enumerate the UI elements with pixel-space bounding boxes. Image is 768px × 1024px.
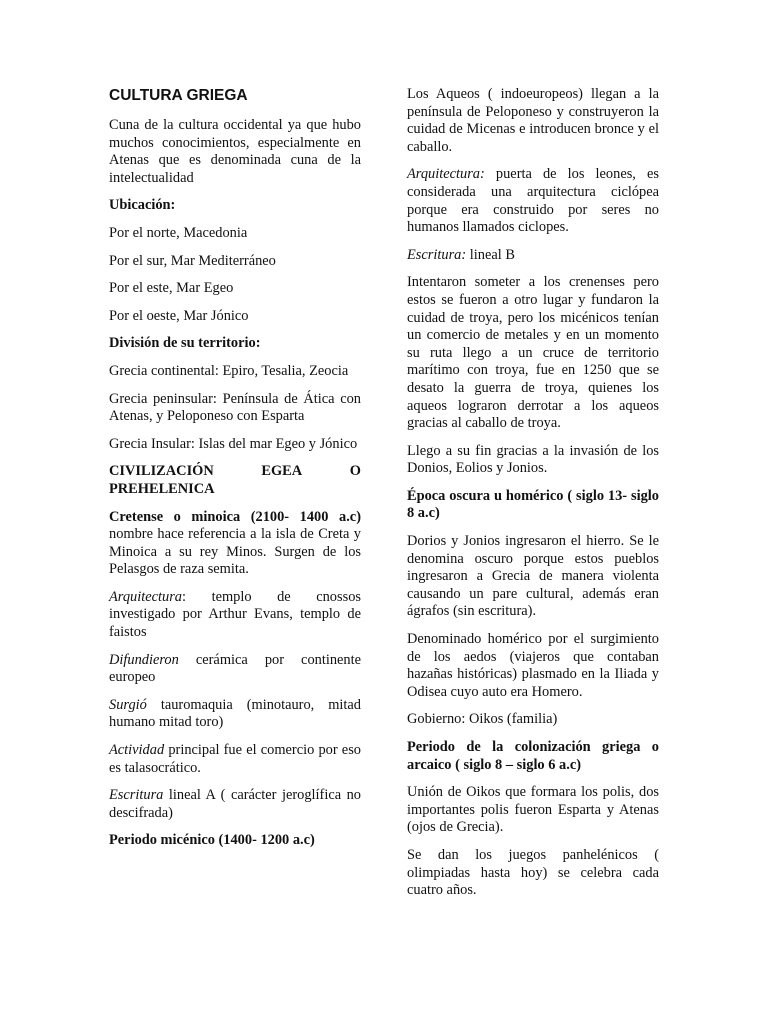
division-heading: División de su territorio: — [109, 335, 261, 352]
ubicacion-item-norte: Por el norte, Macedonia — [109, 224, 248, 241]
arquitectura-term: Arquitectura — [109, 588, 183, 605]
cretense-heading: Cretense o minoica (2100- 1400 a.c) — [109, 508, 361, 525]
arquitectura-micenica-term: Arquitectura: — [407, 166, 485, 183]
surgio-text: tauromaquia (minotauro, mitad humano mitad toro) — [109, 696, 361, 731]
civ-word-3: O — [349, 463, 361, 480]
intro-paragraph: Cuna de la cultura occidental ya que hubo muchos conocimientos, especialmente en Atenas que es denominada cuna de la intelectualidad — [109, 117, 361, 186]
escritura-text: lineal A ( carácter jeroglífica no descifrada) — [109, 787, 361, 821]
fin-paragraph: Llego a su fin gracias a la invasión de los Donios, Eolios y Jonios. — [407, 442, 659, 477]
arquitectura-minoica-paragraph — [109, 589, 361, 642]
ubicacion-item-este: Por el este, Mar Egeo — [109, 280, 234, 297]
difundieron-term: Difundieron — [109, 651, 179, 668]
intentaron-paragraph: Intentaron someter a los crenenses pero estos se fueron a otro lugar y fundaron la cuidad de troya, pero los micénicos tenían un comercio de metales y en un momento su ruta llego a un cruce de territorio marítimo con troya, fue en 1250 que se desato la guerra de troya, quienes los aqueos lograron derrotar a los aqueos gracias al caballo de troya. — [407, 274, 659, 432]
left-column — [109, 86, 361, 860]
surgio-paragraph — [109, 697, 361, 732]
arquitectura-micenica-text: puerta de los leones, es considerada una arquitectura ciclópea porque era construido por seres no humanos llamados ciclopes. — [407, 166, 659, 236]
homerico-paragraph: Denominado homérico por el surgimiento de los aedos (viajeros que contaban hazañas históricas) plasmado en la Iliada y Odisea cuyo auto era Homero. — [407, 631, 659, 700]
ubicacion-item-oeste: Por el oeste, Mar Jónico — [109, 307, 249, 324]
civilizacion-heading-line2: PREHELENICA — [109, 480, 215, 497]
civilizacion-heading — [109, 463, 361, 498]
actividad-text: principal fue el comercio por eso es talasocrático. — [109, 742, 361, 776]
difundieron-paragraph — [109, 652, 361, 687]
difundieron-text: cerámica por continente europeo — [109, 651, 361, 686]
escritura-minoica-paragraph — [109, 787, 361, 822]
escritura-term: Escritura — [109, 787, 164, 804]
aqueos-paragraph: Los Aqueos ( indoeuropeos) llegan a la península de Peloponeso y construyeron la cuidad de Micenas e introducen bronce y el caballo. — [407, 86, 659, 155]
right-column — [407, 86, 659, 910]
arquitectura-text: : templo de cnossos investigado por Arthur Evans, templo de faistos — [109, 588, 361, 641]
civ-word-1: CIVILIZACIÓN — [109, 463, 214, 480]
ubicacion-heading: Ubicación: — [109, 197, 176, 214]
actividad-paragraph — [109, 742, 361, 777]
cretense-text: nombre hace referencia a la isla de Creta y Minoica a su rey Minos. Surgen de los Pelasgos de raza semita. — [109, 526, 361, 578]
arquitectura-micenica-paragraph — [407, 166, 659, 236]
escritura-micenica-term: Escritura: — [407, 246, 467, 263]
cretense-paragraph — [109, 509, 361, 579]
escritura-micenica-text: lineal B — [466, 246, 515, 263]
dorios-paragraph: Dorios y Jonios ingresaron el hierro. Se le denomina oscuro porque estos pueblos ingresaron a Grecia de manera violenta causando un pare cultural, además eran ágrafos (sin escritura). — [407, 533, 659, 620]
civilizacion-heading-line1 — [109, 463, 361, 481]
division-item-continental: Grecia continental: Epiro, Tesalia, Zeocia — [109, 362, 349, 379]
epoca-oscura-heading: Época oscura u homérico ( siglo 13- siglo 8 a.c) — [407, 487, 659, 522]
civ-word-2: EGEA — [261, 463, 303, 480]
colonizacion-heading: Periodo de la colonización griega o arcaico ( siglo 8 – siglo 6 a.c) — [407, 739, 659, 773]
gobierno-paragraph: Gobierno: Oikos (familia) — [407, 711, 558, 728]
actividad-term: Actividad — [109, 742, 165, 759]
juegos-paragraph: Se dan los juegos panhelénicos ( olimpiadas hasta hoy) se celebra cada cuatro años. — [407, 846, 659, 899]
union-paragraph: Unión de Oikos que formara los polis, dos importantes polis fueron Esparta y Atenas (ojos de Grecia). — [407, 784, 659, 836]
micenico-heading: Periodo micénico (1400- 1200 a.c) — [109, 832, 315, 849]
page-title: CULTURA GRIEGA — [109, 87, 248, 104]
division-item-peninsular: Grecia peninsular: Península de Ática con Atenas, y Peloponeso con Esparta — [109, 390, 361, 425]
division-item-insular: Grecia Insular: Islas del mar Egeo y Jónico — [109, 435, 358, 452]
surgio-term: Surgió — [109, 696, 147, 713]
escritura-micenica-paragraph — [407, 247, 659, 265]
ubicacion-item-sur: Por el sur, Mar Mediterráneo — [109, 252, 276, 269]
